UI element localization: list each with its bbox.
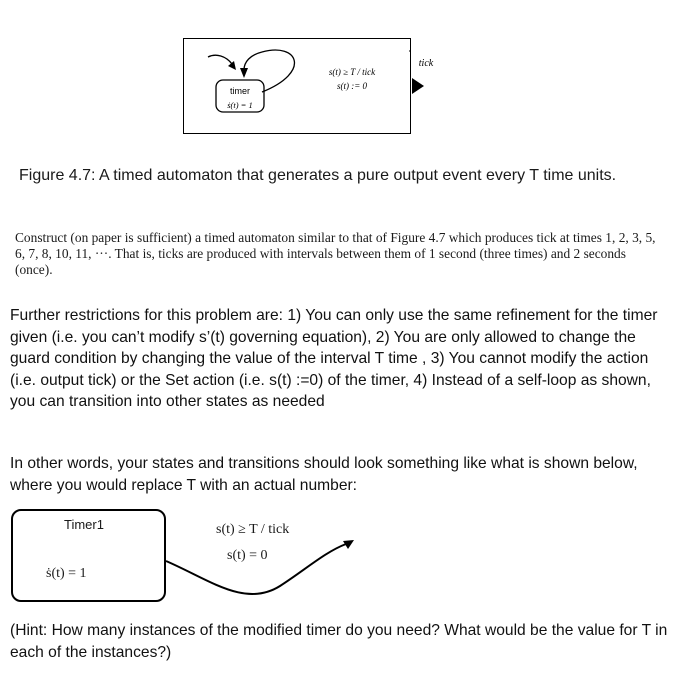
output-label: tick [418, 58, 434, 69]
restrictions-paragraph: Further restrictions for this problem are: 1) You can only use the same refinement for the timer given (i.e. you can’t modify s’(t) governing equation), 2) You are only allowed to change the guard condition by changing the value of the interval T time , 3) You cannot modify the action (i.e. output tick) or the Set action (i.e. s(t) :=0) of the timer, 4) Instead of a self-loop as shown, you can transition into other states as needed [10, 307, 658, 411]
example-action-label: s(t) = 0 [227, 548, 268, 563]
initial-arrow [208, 55, 232, 64]
example-guard-label: s(t) ≥ T / tick [216, 522, 290, 537]
action-label: s(t) := 0 [336, 81, 368, 91]
other-words-paragraph: In other words, your states and transitions should look something like what is shown below, where you would replace T with an actual number: [10, 455, 638, 494]
output-port-icon [412, 78, 424, 94]
example-state-name: Timer1 [64, 517, 104, 532]
example-state-ode: ṡ(t) = 1 [46, 566, 87, 581]
transition-curve [166, 544, 346, 594]
loop-arrowhead [240, 68, 248, 78]
example-transition [0, 500, 679, 610]
state-name: timer [230, 86, 250, 96]
figure-caption: Figure 4.7: A timed automaton that generates a pure output event every T time units. [19, 167, 617, 184]
state-ode: ṡ(t) = 1 [227, 100, 253, 110]
hint-paragraph: (Hint: How many instances of the modified timer do you need? What would be the value for T in each of the instances?) [10, 622, 668, 661]
initial-arrowhead [228, 61, 236, 70]
guard-label: s(t) ≥ T / tick [328, 67, 376, 77]
construct-paragraph: Construct (on paper is sufficient) a timed automaton similar to that of Figure 4.7 which produces tick at times 1, 2, 3, 5, 6, 7, 8, 10, 11, ···. That is, ticks are produced with intervals between them of 1 second (three times) and 2 seconds (once). [15, 230, 656, 277]
